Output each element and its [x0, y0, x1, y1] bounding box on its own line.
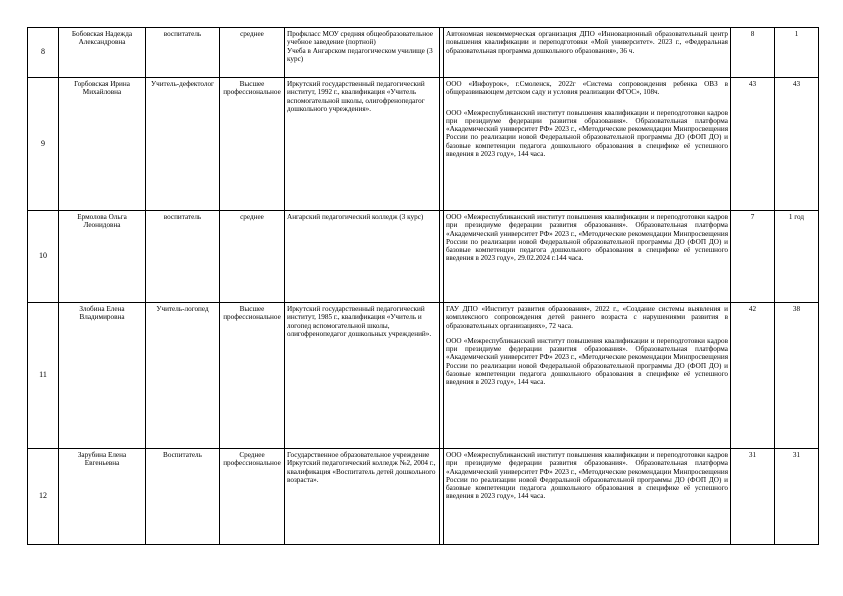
row-number: 12 — [28, 449, 59, 545]
total-experience: 42 — [731, 303, 775, 449]
pedagogical-experience: 1 год — [775, 211, 819, 303]
course-entry: ООО «Инфоурок», г.Смоленск, 2022г «Система сопровождения ребенка ОВЗ в общеразвивающем детском саду и условия реализации ФГОС», 108ч. — [446, 80, 728, 97]
staff-table-body — [28, 28, 819, 545]
employee-name: Злобина Елена Владимировна — [59, 303, 146, 449]
education-details: Ангарский педагогический колледж (3 курс) — [285, 211, 440, 303]
course-entry: ООО «Межреспубликанский институт повышения квалификации и переподготовки кадров при президиуме федерации развития образования». Образовательная платформа «Академический университет РФ» 2023 г., «Методические рекомендации Минпросвещения России по реализации новой Федеральной образовательной программы ДО (ФОП ДО) и базовые компетенции педагога дошкольного образования в специфике её успешного введения в 2023 году», 29.02.2024 г.144 часа. — [446, 213, 728, 263]
employee-position: воспитатель — [146, 28, 220, 78]
employee-position: Воспитатель — [146, 449, 220, 545]
total-experience: 43 — [731, 78, 775, 211]
training-courses — [444, 449, 731, 545]
course-entry: ГАУ ДПО «Институт развития образования», 2022 г., «Создание системы выявления и комплексного сопровождения детей раннего возраста с нарушениями развития в образовательных организациях», 72 часа. — [446, 305, 728, 330]
training-courses — [444, 211, 731, 303]
course-entry: Автономная некоммерческая организация ДПО «Инновационный образовательный центр повышения квалификации и переподготовки «Мой университет». 2023 г., «Федеральная образовательная программа дошкольного образования», 36 ч. — [446, 30, 728, 55]
employee-name: Горбовская Ирина Михайловна — [59, 78, 146, 211]
row-number: 10 — [28, 211, 59, 303]
education-level: Среднее профессиональное — [220, 449, 285, 545]
employee-name: Ермолова Ольга Леонидовна — [59, 211, 146, 303]
education-level: Высшее профессиональное — [220, 78, 285, 211]
pedagogical-experience: 31 — [775, 449, 819, 545]
total-experience: 31 — [731, 449, 775, 545]
employee-position: воспитатель — [146, 211, 220, 303]
education-details: Профкласс МОУ средняя общеобразовательное учебное заведение (портной) Учеба в Ангарском педагогическом училище (3 курс) — [285, 28, 440, 78]
table-row — [28, 78, 819, 211]
education-details: Иркутский государственный педагогический институт, 1992 г., квалификация «Учитель вспомогательной школы, олигофренопедагог дошкольного учреждения». — [285, 78, 440, 211]
education-details: Государственное образовательное учреждение Иркутский педагогический колледж №2, 2004 г., квалификация «Воспитатель детей дошкольного возраста». — [285, 449, 440, 545]
training-courses — [444, 28, 731, 78]
employee-position: Учитель-дефектолог — [146, 78, 220, 211]
employee-name: Зарубина Елена Евгеньевна — [59, 449, 146, 545]
staff-table — [27, 27, 819, 545]
row-number: 9 — [28, 78, 59, 211]
education-details: Иркутский государственный педагогический институт, 1985 г., квалификация «Учитель и логопед вспомогательной школы, олигофренопедагог дошкольных учреждений». — [285, 303, 440, 449]
row-number: 11 — [28, 303, 59, 449]
employee-position: Учитель-логопед — [146, 303, 220, 449]
course-entry: ООО «Межреспубликанский институт повышения квалификации и переподготовки кадров при президиуме федерации развития образования». Образовательная платформа «Академический университет РФ» 2023 г., «Методические рекомендации Минпросвещения России по реализации новой Федеральной образовательной программы ДО (ФОП ДО) и базовые компетенции педагога дошкольного образования в специфике её успешного введения в 2023 году», 144 часа. — [446, 451, 728, 501]
education-level: среднее — [220, 211, 285, 303]
education-level: среднее — [220, 28, 285, 78]
table-row — [28, 28, 819, 78]
pedagogical-experience: 43 — [775, 78, 819, 211]
training-courses — [444, 78, 731, 211]
pedagogical-experience: 38 — [775, 303, 819, 449]
pedagogical-experience: 1 — [775, 28, 819, 78]
employee-name: Бобовская Надежда Александровна — [59, 28, 146, 78]
education-level: Высшее профессиональное — [220, 303, 285, 449]
training-courses — [444, 303, 731, 449]
total-experience: 7 — [731, 211, 775, 303]
row-number: 8 — [28, 28, 59, 78]
table-row — [28, 449, 819, 545]
course-entry: ООО «Межреспубликанский институт повышения квалификации и переподготовки кадров при президиуме федерации развития образования». Образовательная платформа «Академический университет РФ» 2023 г., «Методические рекомендации Минпросвещения России по реализации новой Федеральной образовательной программы ДО (ФОП ДО) и базовые компетенции педагога дошкольного образования в специфике её успешного введения в 2023 году», 144 часа. — [446, 108, 728, 159]
table-row — [28, 211, 819, 303]
table-row — [28, 303, 819, 449]
course-entry: ООО «Межреспубликанский институт повышения квалификации и переподготовки кадров при президиуме федерации развития образования». Образовательная платформа «Академический университет РФ» 2023 г., «Методические рекомендации Минпросвещения России по реализации новой Федеральной образовательной программы ДО (ФОП ДО) и базовые компетенции педагога дошкольного образования в специфике её успешного введения в 2023 году», 144 часа. — [446, 336, 728, 387]
total-experience: 8 — [731, 28, 775, 78]
